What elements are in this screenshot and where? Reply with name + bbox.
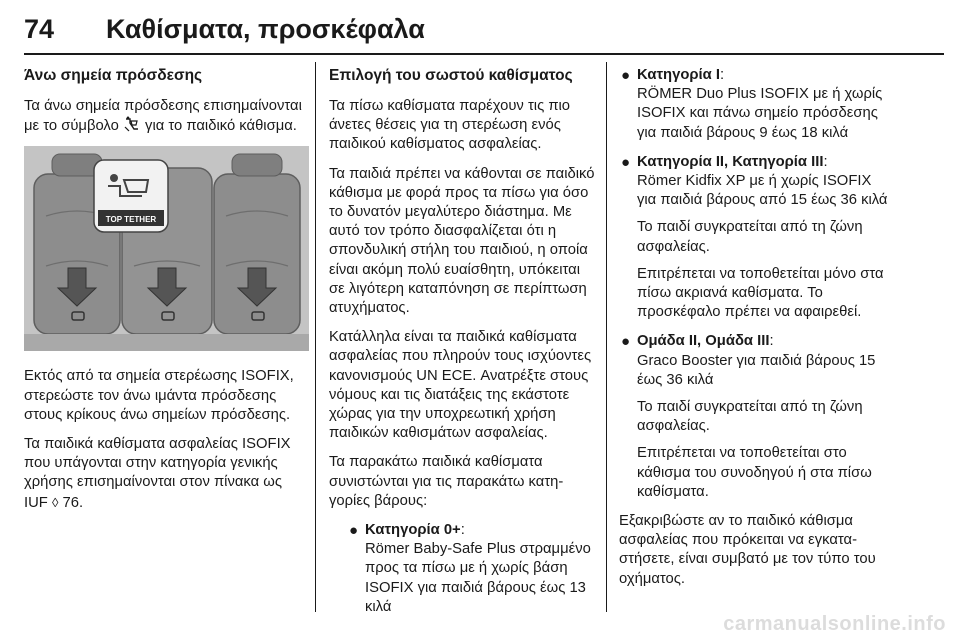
page-title: Καθίσματα, προσκέφαλα — [106, 14, 425, 44]
section-heading-top-tether: Άνω σημεία πρόσδεσης — [24, 67, 203, 84]
child-seat-tether-icon — [123, 116, 141, 132]
column-2 — [329, 66, 597, 627]
note: Επιτρέπεται να τοποθετείται στο κάθισμα του συνοδηγού ή στα πίσω καθίσματα. — [637, 445, 872, 500]
column-divider — [315, 62, 316, 612]
list-item: ● Κατηγορία 0+: Römer Baby-Safe Plus στραμμένο προς τα πίσω με ή χωρίς βάση ISOFIX για παιδιά βάρους έως 13 κιλά — [349, 522, 591, 615]
section-heading-select-seat: Επιλογή του σωστού καθίσματος — [329, 67, 573, 84]
header-rule — [24, 53, 944, 55]
note: Το παιδί συγκρατείται από τη ζώνη ασφαλείας. — [637, 219, 863, 255]
top-tether-label: TOP TETHER — [105, 215, 157, 225]
page-reference-link[interactable]: 76. — [58, 494, 84, 511]
page-number: 74 — [24, 14, 55, 44]
bullet-icon: ● — [621, 67, 631, 84]
rear-seats-illustration — [24, 146, 309, 351]
bullet-icon: ● — [621, 333, 631, 351]
list-item: ● Ομάδα II, Ομάδα III: Graco Booster για παιδιά βάρους 15 έως 36 κιλά Το παιδί συγκρατείται από τη ζώνη ασφαλείας. Επιτρέπεται να τοποθετείται στο κάθισμα του συνοδηγού ή στα πίσω καθίσματα. — [619, 332, 891, 502]
column-divider — [606, 62, 607, 612]
watermark: carmanualsonline.info — [723, 613, 946, 635]
paragraph: Τα πίσω καθίσματα παρέχουν τις πιο άνετες θέσεις για τη στερέωση ενός παιδικού καθίσματος ασφαλείας. — [329, 98, 571, 153]
paragraph: Τα άνω σημεία πρόσδεσης επισημαίνονται με το σύμβολο για το παιδικό κάθισμα. — [24, 98, 302, 135]
paragraph: Τα παιδιά πρέπει να κάθονται σε παιδικό κάθισμα με φορά προς τα πίσω για όσο το δυνατόν μεγαλύτερο διάστημα. Με αυτό τον τρόπο διασφαλίζεται ότι η σπονδυλική στήλη του παιδιού, η οποία είναι ακόμη πολύ ευαίσθητη, υπόκειται σε λιγότερη καταπόνηση σε περίπτωση ατυχήματος. — [329, 165, 595, 317]
column-3 — [619, 66, 891, 599]
note: Επιτρέπεται να τοποθετείται μόνο στα πίσω ακριανά καθίσματα. Το προσκέφαλο πρέπει να αφαιρεθεί. — [637, 265, 884, 321]
paragraph: Τα παιδικά καθίσματα ασφαλείας ISOFIX που υπάγονται στην κατηγορία γενικής χρήσης επισημαίνονται στον πίνακα ως IUF ◊ 76. — [24, 436, 291, 511]
list-item: ● Κατηγορία I: RÖMER Duo Plus ISOFIX με ή χωρίς ISOFIX και πάνω σημείο πρόσδεσης για παιδιά βάρους 9 έως 18 κιλά — [621, 67, 883, 141]
paragraph: Εκτός από τα σημεία στερέωσης ISOFIX, στερεώστε τον άνω ιμάντα πρόσδεσης στους κρίκους άνω σημείων πρόσδεσης. — [24, 368, 294, 423]
bullet-icon: ● — [621, 153, 631, 171]
paragraph: Τα παρακάτω παιδικά καθίσματα συνιστώνται για τις παρακάτω κατηγορίες βάρους: — [329, 454, 564, 509]
paragraph: Εξακριβώστε αν το παιδικό κάθισμα ασφαλείας που πρόκειται να εγκαταστήσετε, είναι συμβατό με τον τύπο του οχήματος. — [619, 513, 876, 587]
list-item: ● Κατηγορία II, Κατηγορία III: Römer Kidfix XP με ή χωρίς ISOFIX για παιδιά βάρους από 15 έως 36 κιλά Το παιδί συγκρατείται από τη ζώνη ασφαλείας. Επιτρέπεται να τοποθετείται μόνο στα πίσω ακριανά καθίσματα. Το προσκέφαλο πρέπει να αφαιρεθεί. — [619, 153, 891, 323]
page-header — [24, 12, 944, 52]
note: Το παιδί συγκρατείται από τη ζώνη ασφαλείας. — [637, 399, 863, 435]
paragraph: Κατάλληλα είναι τα παιδικά καθίσματα ασφαλείας που πληρούν τους ισχύοντες κανονισμούς UN ECE. Ανατρέξτε στους νόμους και τις διατάξεις της εκάστοτε χώρας για την υποχρεωτική χρήση παιδικών καθισμάτων ασφαλείας. — [329, 329, 592, 442]
rear-seats-drawing — [24, 146, 309, 351]
column-1 — [24, 66, 309, 523]
bullet-icon: ● — [349, 522, 359, 540]
cross-reference-icon: ◊ — [51, 494, 59, 510]
